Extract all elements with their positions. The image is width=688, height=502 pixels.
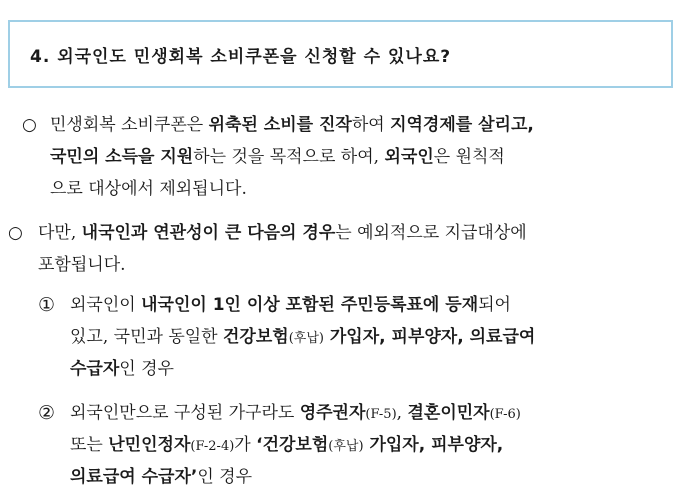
text-run: 민생회복 소비쿠폰은 <box>50 115 209 135</box>
text-run: 하는 것을 목적으로 하여, <box>193 147 385 167</box>
text-run: 되어 <box>478 295 511 315</box>
bullet1-line2 <box>50 142 505 172</box>
bold-text: ‘건강보험 <box>256 435 329 455</box>
text-run: 인 경우 <box>119 359 174 379</box>
bold-text: 수급자 <box>70 359 120 379</box>
text-run: 또는 <box>70 435 109 455</box>
bold-text: 지역경제를 살리고, <box>390 115 534 135</box>
item1-line2 <box>70 322 535 352</box>
text-run: 는 예외적으로 지급대상에 <box>335 223 527 243</box>
text-run: 은 원칙적 <box>433 147 505 167</box>
bullet2-line2: 포함됩니다. <box>38 255 126 275</box>
bullet1-line1 <box>50 110 534 140</box>
item-number: ① <box>38 294 56 316</box>
bullet1-line3: 으로 대상에서 제외됩니다. <box>50 179 247 199</box>
bold-text: 결혼이민자 <box>407 403 490 423</box>
text-run: 가 <box>234 435 257 455</box>
text-run: 외국인만으로 구성된 가구라도 <box>70 403 300 423</box>
text-run: 외국인이 <box>70 295 142 315</box>
item1-line1 <box>70 290 511 320</box>
item1-line3 <box>70 354 174 384</box>
text-run: (F-6) <box>489 407 521 422</box>
question-box <box>8 20 673 88</box>
item-number: ② <box>38 402 56 424</box>
bold-text: 위축된 소비를 진작 <box>208 115 352 135</box>
question-title: 4. 외국인도 민생회복 소비쿠폰을 신청할 수 있나요? <box>30 47 452 67</box>
text-run: , <box>396 403 408 423</box>
text-run: (후납) <box>288 331 324 346</box>
text-run: 다만, <box>38 223 82 243</box>
text-run: (F-5) <box>365 407 397 422</box>
bold-text: 내국인과 연관성이 큰 다음의 경우 <box>81 223 336 243</box>
bold-text: 가입자, 피부양자, 의료급여 <box>323 327 536 347</box>
text-run: 하여 <box>351 115 391 135</box>
item2-line3 <box>70 462 252 492</box>
bold-text: 내국인이 1인 이상 포함된 주민등록표에 등재 <box>141 295 479 315</box>
bold-text: 국민의 소득을 지원 <box>50 147 194 167</box>
text-run: (후납) <box>328 439 364 454</box>
bullet2-line1 <box>38 218 527 248</box>
bold-text: 영주권자 <box>299 403 366 423</box>
bold-text: 외국인 <box>384 147 434 167</box>
bold-text: 난민인정자 <box>108 435 191 455</box>
text-run: 인 경우 <box>197 467 253 487</box>
item2-line1 <box>70 398 521 428</box>
bold-text: 건강보험 <box>223 327 289 347</box>
bullet-marker: ○ <box>22 115 37 135</box>
bullet-marker: ○ <box>8 223 23 243</box>
text-run: (F-2-4) <box>190 439 235 454</box>
bold-text: 가입자, 피부양자, <box>363 435 504 455</box>
text-run: 있고, 국민과 동일한 <box>70 327 223 347</box>
item2-line2 <box>70 430 503 460</box>
bold-text: 의료급여 수급자’ <box>70 467 198 487</box>
